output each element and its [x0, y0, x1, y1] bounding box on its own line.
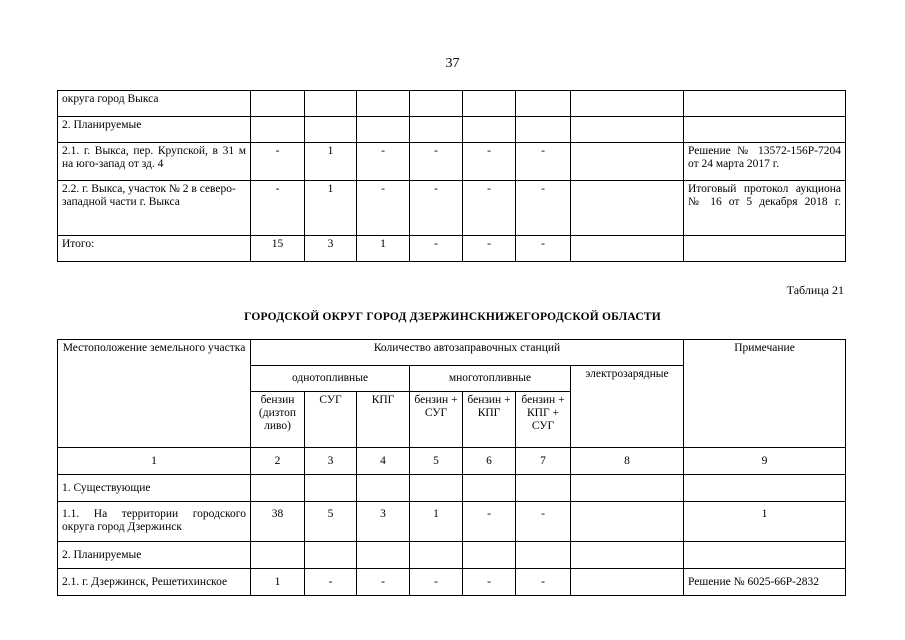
page-number: 37	[445, 56, 460, 71]
note-cell: Решение № 6025-66Р-2832	[684, 569, 846, 596]
value-cell: -	[516, 236, 571, 262]
value-cell	[463, 475, 516, 502]
value-cell	[571, 143, 684, 181]
value-cell	[571, 236, 684, 262]
location-cell: 1.1. На территории городского округа город Дзержинск	[58, 502, 251, 542]
value-cell: -	[357, 569, 410, 596]
value-cell: 1	[305, 143, 357, 181]
value-cell: -	[410, 236, 463, 262]
value-cell	[463, 91, 516, 117]
value-cell	[251, 117, 305, 143]
location-cell: Итого:	[58, 236, 251, 262]
header-cng: КПГ	[357, 392, 410, 448]
note-cell	[684, 117, 846, 143]
table-row	[58, 181, 846, 236]
column-number-row	[58, 448, 846, 475]
value-cell: 3	[305, 236, 357, 262]
value-cell: 1	[251, 569, 305, 596]
value-cell	[305, 542, 357, 569]
value-cell	[410, 91, 463, 117]
column-number: 1	[58, 448, 251, 475]
table-main	[57, 339, 846, 596]
value-cell	[251, 542, 305, 569]
header-petrol-lpg: бензин + СУГ	[410, 392, 463, 448]
value-cell: -	[410, 143, 463, 181]
column-number: 6	[463, 448, 516, 475]
header-lpg: СУГ	[305, 392, 357, 448]
header-petrol-cng: бензин + КПГ	[463, 392, 516, 448]
column-number: 4	[357, 448, 410, 475]
value-cell	[357, 475, 410, 502]
note-cell: 1	[684, 502, 846, 542]
value-cell	[463, 117, 516, 143]
value-cell: 15	[251, 236, 305, 262]
header-count: Количество автозаправочных станций	[251, 340, 684, 366]
value-cell	[357, 91, 410, 117]
table-caption: Таблица 21	[786, 283, 844, 297]
value-cell: -	[357, 143, 410, 181]
value-cell	[251, 475, 305, 502]
value-cell: -	[463, 502, 516, 542]
value-cell	[516, 117, 571, 143]
header-multi-fuel: многотопливные	[410, 366, 571, 392]
header-location: Местоположение земельного участка	[58, 340, 251, 448]
value-cell	[410, 542, 463, 569]
value-cell: -	[251, 143, 305, 181]
header-petrol-cng-lpg: бензин + КПГ + СУГ	[516, 392, 571, 448]
table-row	[58, 91, 846, 117]
location-cell: 1. Существующие	[58, 475, 251, 502]
value-cell: 1	[410, 502, 463, 542]
value-cell	[571, 117, 684, 143]
value-cell	[571, 475, 684, 502]
header-note: Примечание	[684, 340, 846, 448]
table-row	[58, 502, 846, 542]
value-cell	[463, 542, 516, 569]
note-cell	[684, 236, 846, 262]
value-cell	[305, 475, 357, 502]
table-row	[58, 569, 846, 596]
header-petrol-diesel: бензин (дизтоп ливо)	[251, 392, 305, 448]
table-row	[58, 475, 846, 502]
value-cell	[571, 502, 684, 542]
location-cell: 2.1. г. Выкса, пер. Крупской, в 31 м на юго-запад от зд. 4	[58, 143, 251, 181]
note-cell	[684, 91, 846, 117]
table-continuation	[57, 90, 846, 262]
value-cell	[410, 475, 463, 502]
value-cell: -	[516, 502, 571, 542]
column-number: 5	[410, 448, 463, 475]
value-cell	[571, 181, 684, 236]
value-cell: 3	[357, 502, 410, 542]
value-cell: 1	[357, 236, 410, 262]
value-cell: -	[463, 181, 516, 236]
value-cell: -	[463, 569, 516, 596]
location-cell: 2.2. г. Выкса, участок № 2 в северо-западной части г. Выкса	[58, 181, 251, 236]
value-cell	[571, 542, 684, 569]
value-cell	[305, 91, 357, 117]
value-cell: -	[463, 143, 516, 181]
column-number: 2	[251, 448, 305, 475]
table-row	[58, 542, 846, 569]
header-electric: электрозарядные	[571, 366, 684, 448]
table-row	[58, 143, 846, 181]
location-cell: 2. Планируемые	[58, 117, 251, 143]
value-cell	[410, 117, 463, 143]
value-cell	[571, 91, 684, 117]
note-cell: Решение № 13572-156Р-7204 от 24 марта 2017 г.	[684, 143, 846, 181]
value-cell: -	[251, 181, 305, 236]
column-number: 9	[684, 448, 846, 475]
note-cell	[684, 475, 846, 502]
table-row	[58, 236, 846, 262]
location-cell: 2.1. г. Дзержинск, Решетихинское	[58, 569, 251, 596]
value-cell	[516, 91, 571, 117]
value-cell: -	[516, 569, 571, 596]
value-cell	[305, 117, 357, 143]
value-cell: 38	[251, 502, 305, 542]
table-heading: ГОРОДСКОЙ ОКРУГ ГОРОД ДЗЕРЖИНСКНИЖЕГОРОДСКОЙ ОБЛАСТИ	[244, 311, 661, 323]
value-cell	[516, 542, 571, 569]
note-cell: Итоговый протокол аукциона № 16 от 5 декабря 2018 г.	[684, 181, 846, 236]
value-cell: -	[516, 181, 571, 236]
value-cell	[357, 542, 410, 569]
value-cell: -	[516, 143, 571, 181]
note-cell	[684, 542, 846, 569]
value-cell	[516, 475, 571, 502]
value-cell: -	[357, 181, 410, 236]
column-number: 8	[571, 448, 684, 475]
value-cell: -	[410, 569, 463, 596]
header-row	[58, 340, 846, 366]
location-cell: 2. Планируемые	[58, 542, 251, 569]
location-cell: округа город Выкса	[58, 91, 251, 117]
header-single-fuel: однотопливные	[251, 366, 410, 392]
value-cell	[251, 91, 305, 117]
value-cell: -	[463, 236, 516, 262]
value-cell	[571, 569, 684, 596]
column-number: 7	[516, 448, 571, 475]
value-cell: -	[305, 569, 357, 596]
value-cell	[357, 117, 410, 143]
value-cell: 5	[305, 502, 357, 542]
value-cell: 1	[305, 181, 357, 236]
column-number: 3	[305, 448, 357, 475]
table-row	[58, 117, 846, 143]
value-cell: -	[410, 181, 463, 236]
